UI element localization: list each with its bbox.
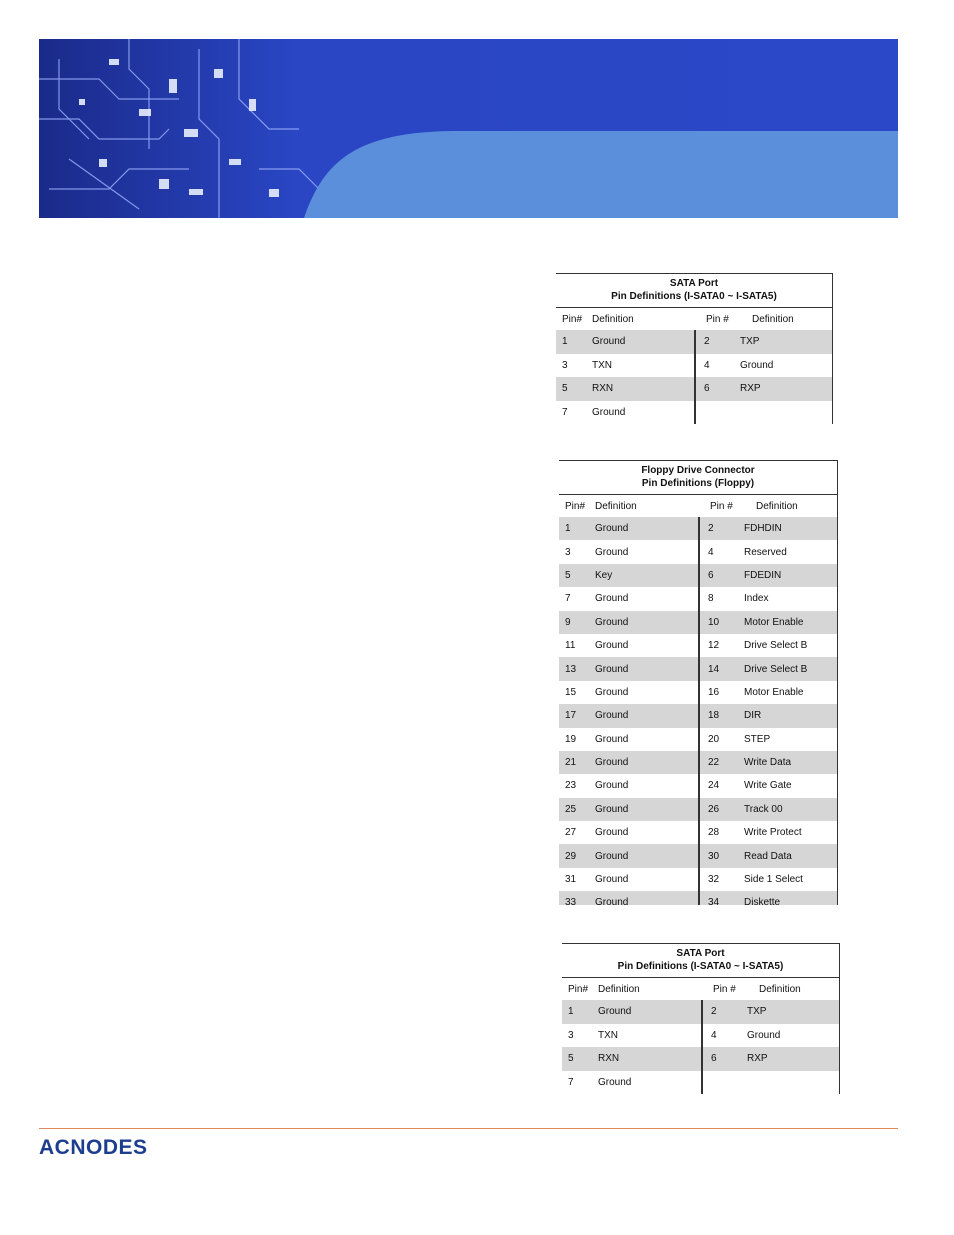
header-pin: Pin# xyxy=(568,983,589,995)
row-right xyxy=(698,564,837,587)
cell-definition: Ground xyxy=(595,757,629,769)
row-right xyxy=(698,844,837,867)
cell-definition: Ground xyxy=(598,1006,632,1018)
table-row xyxy=(559,751,837,774)
header-pin-2: Pin # xyxy=(706,313,729,325)
row-right xyxy=(698,728,837,751)
header-definition: Definition xyxy=(598,983,640,995)
cell-pin-2: 2 xyxy=(711,1006,717,1018)
cell-pin-2: 26 xyxy=(708,803,720,815)
row-left xyxy=(559,564,698,587)
cell-pin-2: 2 xyxy=(704,336,710,348)
circuit-board-image xyxy=(39,39,898,218)
cell-pin-2: 34 xyxy=(708,897,720,905)
cell-pin: 5 xyxy=(562,383,568,395)
header-right xyxy=(701,978,801,1000)
cell-definition-2: Write Data xyxy=(744,757,792,769)
cell-pin: 3 xyxy=(562,359,568,371)
header-definition-2: Definition xyxy=(759,983,801,995)
cell-pin-2: 20 xyxy=(708,733,720,745)
cell-pin: 11 xyxy=(565,640,576,652)
row-left xyxy=(556,354,694,378)
cell-pin-2: 22 xyxy=(708,757,720,769)
cell-definition: Ground xyxy=(592,406,626,418)
row-left xyxy=(556,330,694,354)
cell-definition-2: Write Gate xyxy=(744,780,792,792)
cell-pin-2: 30 xyxy=(708,850,720,862)
cell-pin: 17 xyxy=(565,710,577,722)
row-left xyxy=(562,1047,701,1071)
row-right xyxy=(698,611,837,634)
row-right xyxy=(698,798,837,821)
cell-pin-2: 10 xyxy=(708,616,720,628)
table-title-line2: Pin Definitions (Floppy) xyxy=(641,478,755,489)
row-left xyxy=(559,540,698,563)
table-row xyxy=(559,517,837,540)
row-left xyxy=(562,1071,701,1095)
row-right xyxy=(694,377,832,401)
row-left xyxy=(559,891,698,905)
row-left xyxy=(559,844,698,867)
cell-definition: TXN xyxy=(598,1029,618,1041)
cell-pin: 7 xyxy=(562,406,568,418)
cell-definition: Ground xyxy=(595,710,629,722)
sata-pin-table-top xyxy=(556,273,833,424)
cell-pin: 21 xyxy=(565,757,577,769)
cell-definition-2: Diskette xyxy=(744,897,781,905)
row-left xyxy=(559,587,698,610)
cell-pin-2: 4 xyxy=(704,359,710,371)
row-right xyxy=(701,1000,839,1024)
row-left xyxy=(559,728,698,751)
row-left xyxy=(559,634,698,657)
cell-pin: 3 xyxy=(565,546,571,558)
cell-definition-2: Motor Enable xyxy=(744,686,804,698)
cell-pin-2: 2 xyxy=(708,523,714,535)
table-title-line2: Pin Definitions (I-SATA0 ~ I-SATA5) xyxy=(617,961,784,972)
table-row xyxy=(559,564,837,587)
row-right xyxy=(701,1024,839,1048)
header-pin: Pin# xyxy=(562,313,583,325)
cell-definition: Ground xyxy=(592,336,626,348)
cell-definition-2: Ground xyxy=(740,359,774,371)
cell-definition: RXN xyxy=(592,383,614,395)
cell-pin-2: 18 xyxy=(708,710,720,722)
header-pin: Pin# xyxy=(565,500,586,512)
cell-pin: 7 xyxy=(568,1076,574,1088)
row-right xyxy=(698,634,837,657)
row-left xyxy=(559,681,698,704)
table-title xyxy=(559,460,837,495)
cell-pin-2: 4 xyxy=(708,546,714,558)
cell-definition: Ground xyxy=(595,733,629,745)
table-title-line1: SATA Port xyxy=(676,948,725,959)
row-left xyxy=(556,377,694,401)
header-right xyxy=(694,308,794,330)
table-row xyxy=(559,728,837,751)
logo-text: ACNODES xyxy=(39,1136,148,1159)
table-row xyxy=(559,611,837,634)
cell-pin: 7 xyxy=(565,593,571,605)
cell-pin-2: 12 xyxy=(708,640,720,652)
table-row xyxy=(556,354,832,378)
row-right xyxy=(701,1047,839,1071)
table-row xyxy=(562,1071,839,1095)
header-left xyxy=(559,495,698,517)
cell-pin-2: 16 xyxy=(708,686,720,698)
header-pin-2: Pin # xyxy=(713,983,736,995)
row-left xyxy=(559,657,698,680)
cell-definition-2: RXP xyxy=(747,1053,768,1065)
cell-pin: 15 xyxy=(565,686,577,698)
table-row xyxy=(559,681,837,704)
cell-pin: 5 xyxy=(565,569,571,581)
cell-definition: Ground xyxy=(595,874,629,886)
cell-definition: Ground xyxy=(595,523,629,535)
cell-pin-2: 8 xyxy=(708,593,714,605)
cell-pin: 13 xyxy=(565,663,577,675)
row-right xyxy=(698,540,837,563)
header-banner xyxy=(39,39,898,218)
cell-definition-2: Ground xyxy=(747,1029,781,1041)
table-row xyxy=(559,868,837,891)
row-left xyxy=(559,798,698,821)
cell-definition: Ground xyxy=(595,640,629,652)
cell-definition-2: Reserved xyxy=(744,546,787,558)
table-row xyxy=(559,891,837,905)
cell-definition-2: Write Protect xyxy=(744,827,802,839)
table-row xyxy=(559,704,837,727)
cell-definition-2: RXP xyxy=(740,383,761,395)
cell-pin-2: 24 xyxy=(708,780,720,792)
acnodes-logo xyxy=(39,1133,148,1163)
cell-pin: 1 xyxy=(565,523,571,535)
cell-pin-2: 32 xyxy=(708,874,720,886)
cell-definition: Ground xyxy=(595,827,629,839)
table-header xyxy=(559,495,837,517)
table-row xyxy=(559,774,837,797)
header-definition: Definition xyxy=(592,313,634,325)
cell-definition: Ground xyxy=(595,850,629,862)
cell-definition-2: Track 00 xyxy=(744,803,783,815)
table-title-line1: Floppy Drive Connector xyxy=(641,465,755,476)
table-row xyxy=(559,540,837,563)
cell-definition-2: Drive Select B xyxy=(744,663,808,675)
cell-definition: Ground xyxy=(598,1076,632,1088)
cell-pin: 1 xyxy=(568,1006,574,1018)
table-row xyxy=(559,657,837,680)
row-right xyxy=(698,587,837,610)
row-right xyxy=(694,330,832,354)
table-header xyxy=(556,308,832,330)
table-row xyxy=(556,401,832,425)
row-right xyxy=(698,868,837,891)
cell-pin: 33 xyxy=(565,897,577,905)
table-row xyxy=(562,1047,839,1071)
row-right xyxy=(701,1071,839,1095)
cell-pin-2: 6 xyxy=(704,383,710,395)
cell-definition-2: TXP xyxy=(740,336,760,348)
row-left xyxy=(559,704,698,727)
cell-definition: Ground xyxy=(595,780,629,792)
cell-definition: Key xyxy=(595,569,613,581)
cell-pin: 1 xyxy=(562,336,568,348)
cell-pin: 29 xyxy=(565,850,577,862)
header-left xyxy=(562,978,701,1000)
table-row xyxy=(559,821,837,844)
row-right xyxy=(698,517,837,540)
cell-pin-2: 6 xyxy=(708,569,714,581)
header-right xyxy=(698,495,798,517)
cell-pin-2: 28 xyxy=(708,827,720,839)
row-right xyxy=(698,657,837,680)
table-row xyxy=(559,798,837,821)
cell-pin: 5 xyxy=(568,1053,574,1065)
table-row xyxy=(562,1024,839,1048)
row-left xyxy=(559,774,698,797)
row-right xyxy=(698,751,837,774)
cell-definition-2: FDHDIN xyxy=(744,523,782,535)
row-left xyxy=(562,1000,701,1024)
row-left xyxy=(559,611,698,634)
table-row xyxy=(556,330,832,354)
cell-definition-2: Side 1 Select xyxy=(744,874,803,886)
row-right xyxy=(694,401,832,425)
table-row xyxy=(556,377,832,401)
row-left xyxy=(556,401,694,425)
cell-pin: 31 xyxy=(565,874,577,886)
header-pin-2: Pin # xyxy=(710,500,733,512)
row-left xyxy=(559,868,698,891)
header-definition-2: Definition xyxy=(756,500,798,512)
row-right xyxy=(698,704,837,727)
header-left xyxy=(556,308,694,330)
cell-definition: Ground xyxy=(595,686,629,698)
row-left xyxy=(562,1024,701,1048)
cell-pin: 23 xyxy=(565,780,577,792)
cell-definition: Ground xyxy=(595,663,629,675)
row-right xyxy=(694,354,832,378)
row-left xyxy=(559,821,698,844)
row-right xyxy=(698,681,837,704)
cell-definition-2: Read Data xyxy=(744,850,792,862)
floppy-pin-table xyxy=(559,460,838,905)
cell-definition-2: TXP xyxy=(747,1006,767,1018)
header-definition: Definition xyxy=(595,500,637,512)
cell-definition: Ground xyxy=(595,897,629,905)
footer-divider xyxy=(39,1128,898,1129)
sata-pin-table-bottom xyxy=(562,943,840,1094)
table-row xyxy=(559,634,837,657)
cell-definition: Ground xyxy=(595,546,629,558)
cell-definition: TXN xyxy=(592,359,612,371)
table-title xyxy=(562,943,839,978)
cell-definition-2: Drive Select B xyxy=(744,640,808,652)
cell-definition-2: Motor Enable xyxy=(744,616,804,628)
row-right xyxy=(698,891,837,905)
cell-pin: 3 xyxy=(568,1029,574,1041)
cell-pin: 25 xyxy=(565,803,577,815)
cell-definition: Ground xyxy=(595,803,629,815)
cell-pin: 19 xyxy=(565,733,577,745)
row-right xyxy=(698,821,837,844)
cell-pin-2: 4 xyxy=(711,1029,717,1041)
cell-definition-2: FDEDIN xyxy=(744,569,782,581)
row-left xyxy=(559,517,698,540)
table-row xyxy=(562,1000,839,1024)
cell-pin: 9 xyxy=(565,616,571,628)
row-right xyxy=(698,774,837,797)
cell-pin: 27 xyxy=(565,827,577,839)
cell-definition: Ground xyxy=(595,593,629,605)
cell-definition: RXN xyxy=(598,1053,620,1065)
cell-definition-2: DIR xyxy=(744,710,762,722)
table-header xyxy=(562,978,839,1000)
table-title xyxy=(556,273,832,308)
cell-definition-2: STEP xyxy=(744,733,771,745)
cell-pin-2: 14 xyxy=(708,663,720,675)
table-title-line1: SATA Port xyxy=(669,278,719,289)
table-row xyxy=(559,587,837,610)
cell-pin-2: 6 xyxy=(711,1053,717,1065)
table-row xyxy=(559,844,837,867)
table-title-line2: Pin Definitions (I-SATA0 ~ I-SATA5) xyxy=(611,291,777,302)
header-definition-2: Definition xyxy=(752,313,794,325)
cell-definition-2: Index xyxy=(744,593,769,605)
row-left xyxy=(559,751,698,774)
cell-definition: Ground xyxy=(595,616,629,628)
